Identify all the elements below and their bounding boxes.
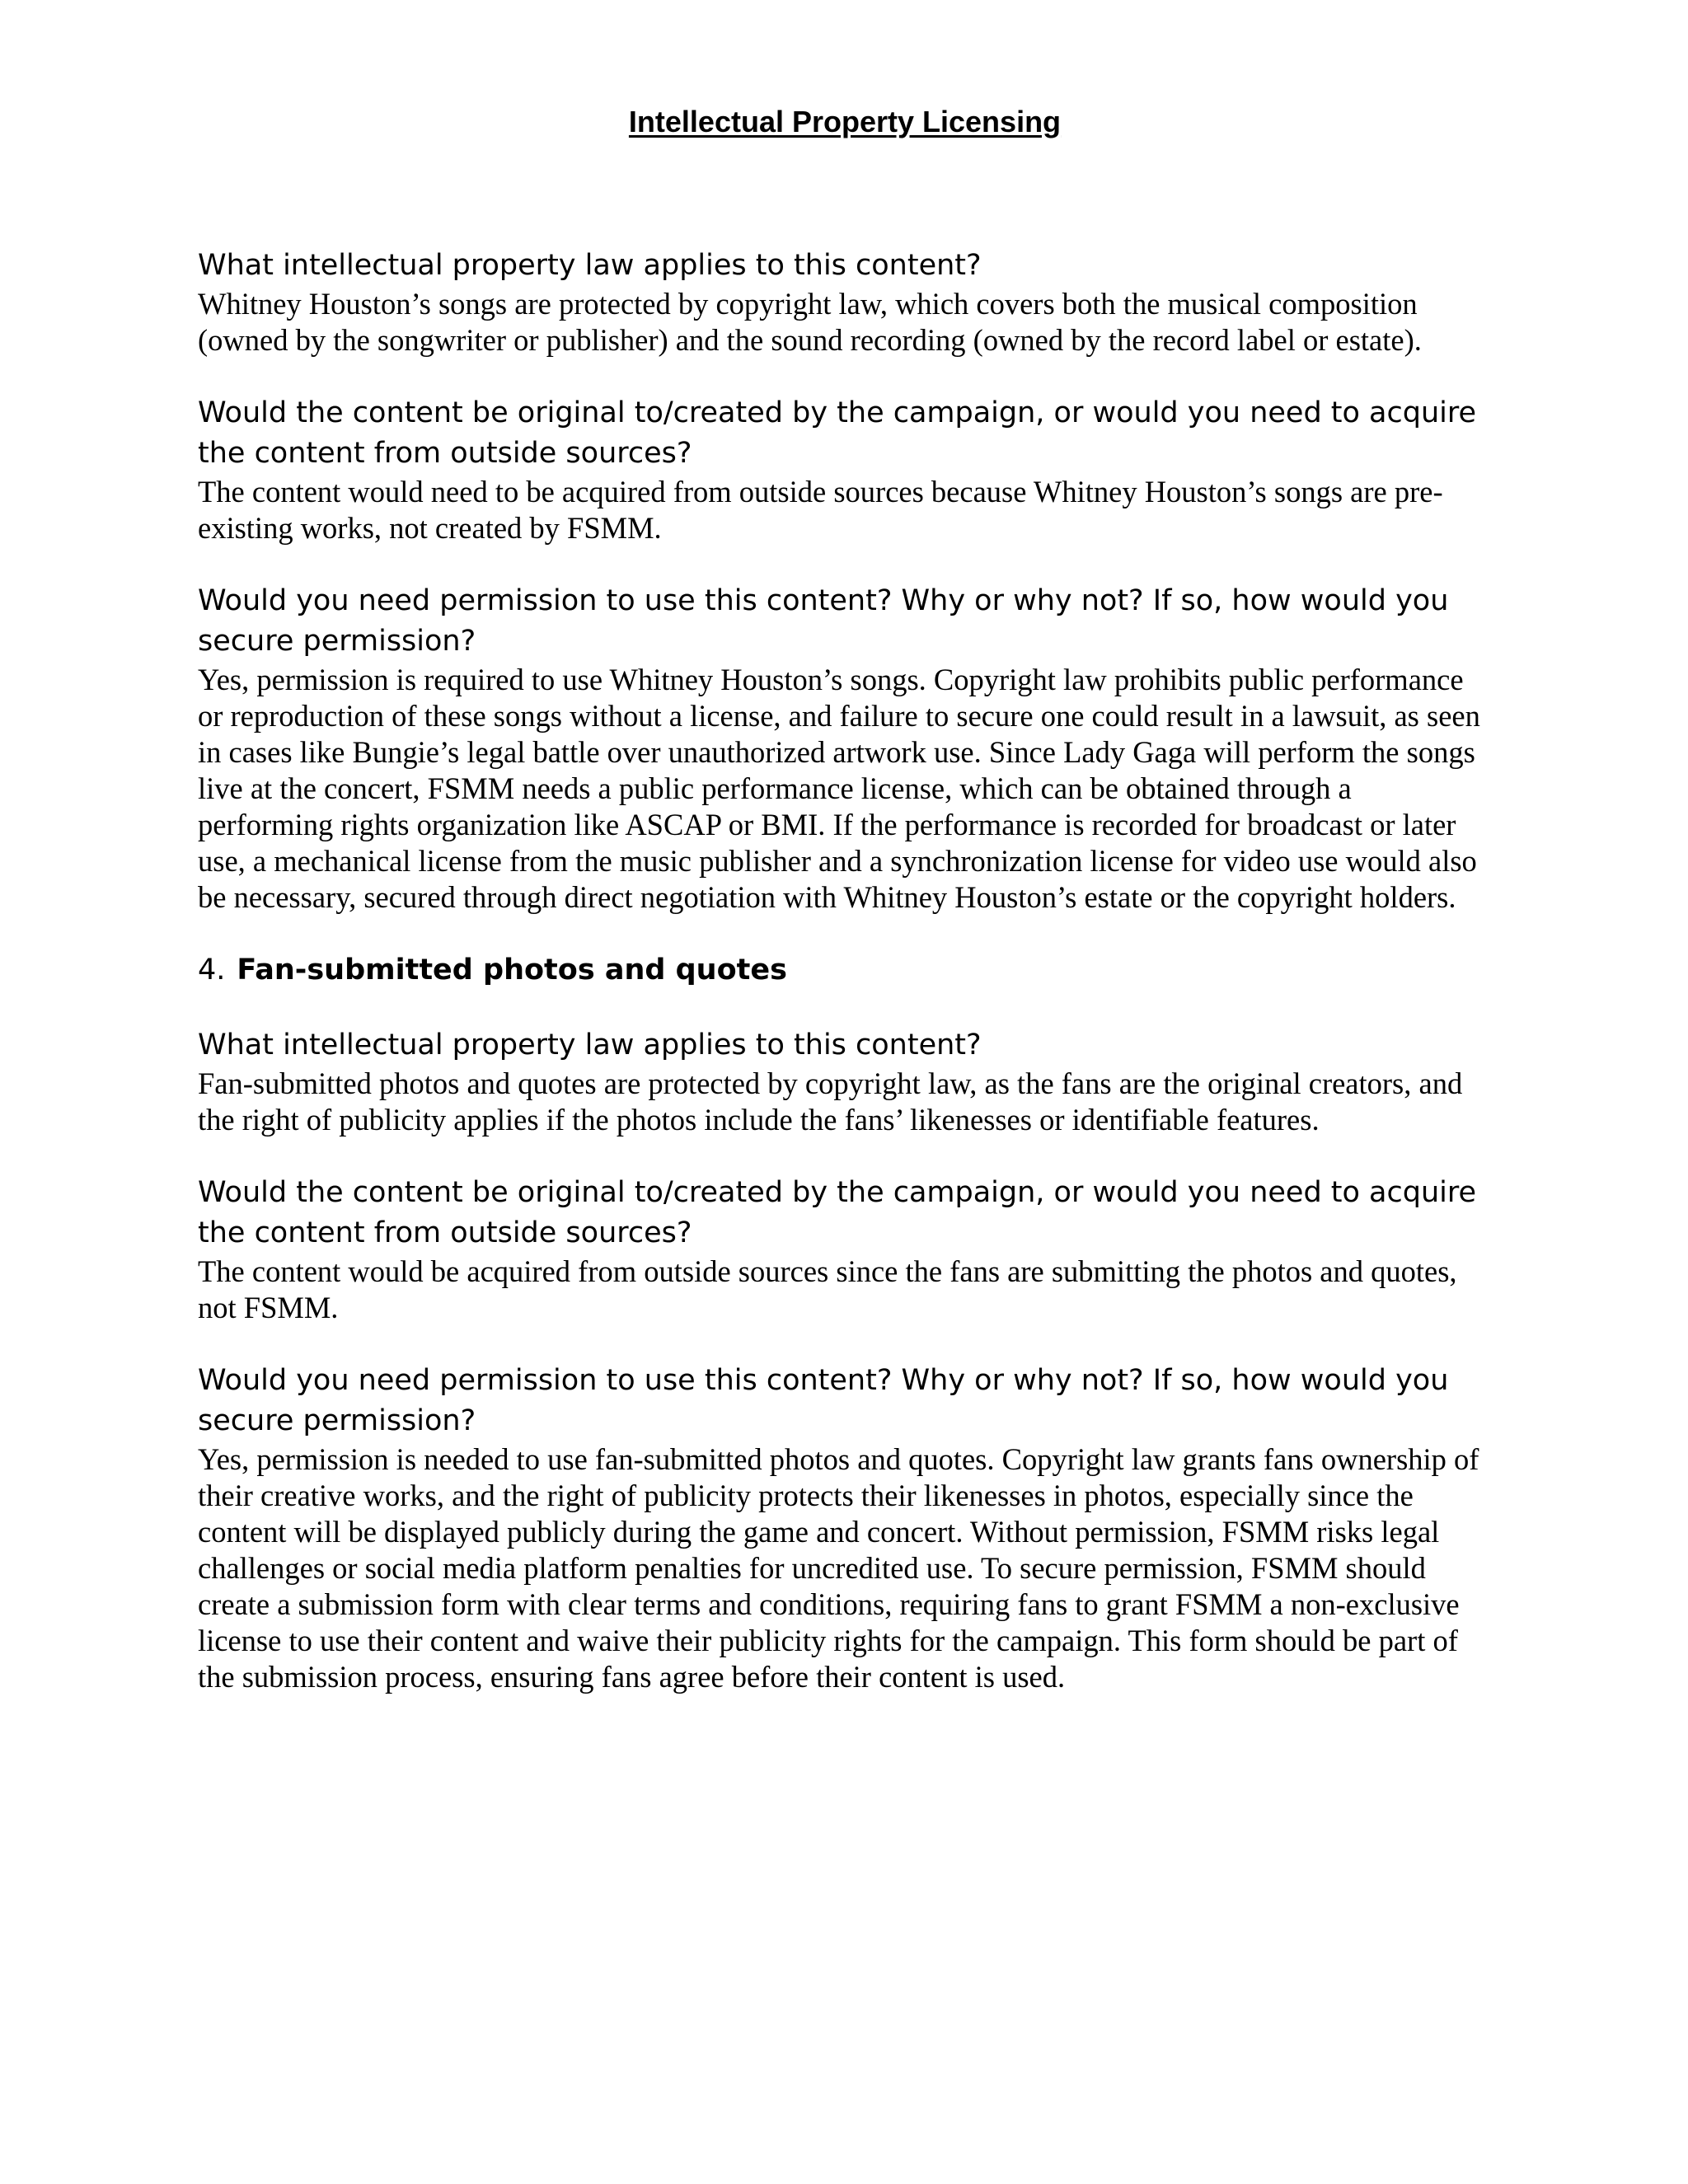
- qa-block: [198, 581, 1492, 916]
- qa-block: [198, 393, 1492, 546]
- section-number: 4.: [198, 954, 226, 987]
- section-heading: [198, 950, 1492, 991]
- section-title: Fan-submitted photos and quotes: [237, 954, 787, 987]
- question-text: What intellectual property law applies to this content?: [198, 249, 982, 282]
- answer-text: Yes, permission is needed to use fan-submitted photos and quotes. Copyright law grants fans ownership of their creative works, and the right of publicity protects their likenesses in photos, especially since the content will be displayed publicly during the game and concert. Without permission, FSMM risks legal challenges or social media platform penalties for uncredited use. To secure permission, FSMM should create a submission form with clear terms and conditions, requiring fans to grant FSMM a non-exclusive license to use their content and waive their publicity rights for the campaign. This form should be part of the submission process, ensuring fans agree before their content is used.: [198, 1442, 1479, 1694]
- qa-block: [198, 1025, 1492, 1138]
- answer-text: Yes, permission is required to use Whitney Houston’s songs. Copyright law prohibits public performance or reproduction of these songs without a license, and failure to secure one could result in a lawsuit, as seen in cases like Bungie’s legal battle over unauthorized artwork use. Since Lady Gaga will perform the songs live at the concert, FSMM needs a public performance license, which can be obtained through a performing rights organization like ASCAP or BMI. If the performance is recorded for broadcast or later use, a mechanical license from the music publisher and a synchronization license for video use would also be necessary, secured through direct negotiation with Whitney Houston’s estate or the copyright holders.: [198, 663, 1480, 914]
- document-body: [198, 97, 1492, 1730]
- question-text: Would the content be original to/created by the campaign, or would you need to acquire the content from outside sources?: [198, 396, 1477, 470]
- question-text: Would you need permission to use this content? Why or why not? If so, how would you secure permission?: [198, 1364, 1449, 1437]
- answer-text: Fan-submitted photos and quotes are protected by copyright law, as the fans are the original creators, and the right of publicity applies if the photos include the fans’ likenesses or identifiable features.: [198, 1066, 1463, 1137]
- question-text: What intellectual property law applies to this content?: [198, 1029, 982, 1062]
- answer-text: Whitney Houston’s songs are protected by copyright law, which covers both the musical composition (owned by the songwriter or publisher) and the sound recording (owned by the record label or estate).: [198, 287, 1422, 357]
- document-title: Intellectual Property Licensing: [628, 105, 1062, 138]
- answer-text: The content would need to be acquired from outside sources because Whitney Houston’s songs are pre-existing works, not created by FSMM.: [198, 475, 1443, 545]
- qa-block: [198, 1361, 1492, 1695]
- answer-text: The content would be acquired from outside sources since the fans are submitting the photos and quotes, not FSMM.: [198, 1254, 1457, 1324]
- qa-block: [198, 246, 1492, 359]
- qa-block: [198, 1173, 1492, 1326]
- question-text: Would you need permission to use this content? Why or why not? If so, how would you secure permission?: [198, 584, 1449, 658]
- question-text: Would the content be original to/created by the campaign, or would you need to acquire the content from outside sources?: [198, 1176, 1477, 1249]
